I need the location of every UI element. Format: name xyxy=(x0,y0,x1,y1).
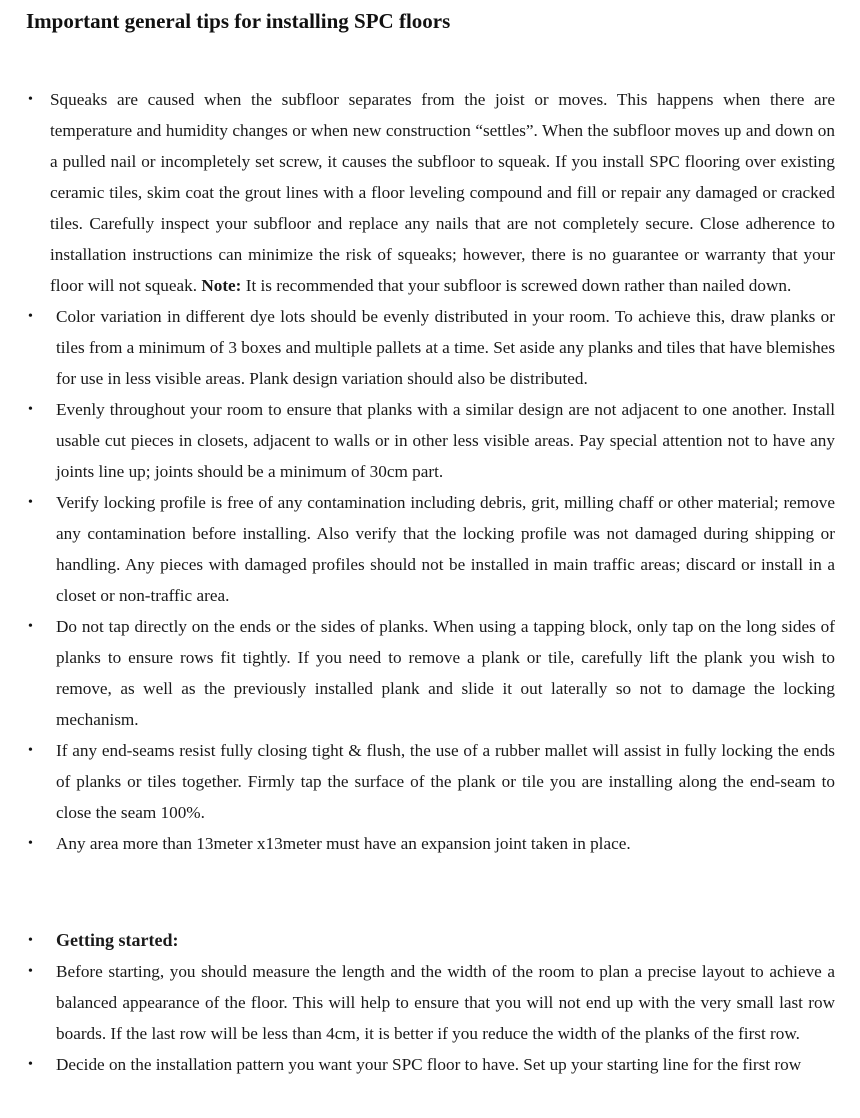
tip-text: Color variation in different dye lots should be evenly distributed in your room. To achieve this, draw planks or tiles from a minimum of 3 boxes and multiple pallets at a time. Set aside any planks and tiles that have blemishes for use in less visible areas. Plank design variation should also be distributed. xyxy=(56,307,836,388)
tip-text: Any area more than 13meter x13meter must have an expansion joint taken in place. xyxy=(56,834,631,853)
note-label: Note: xyxy=(201,276,242,295)
tip-text-after: It is recommended that your subfloor is screwed down rather than nailed down. xyxy=(241,276,792,295)
list-item xyxy=(0,394,860,487)
tip-text: If any end-seams resist fully closing tight & flush, the use of a rubber mallet will assist in fully locking the ends of planks or tiles together. Firmly tap the surface of the plank or tile you are installing along the end-seam to close the seam 100%. xyxy=(56,741,835,822)
tip-text: Do not tap directly on the ends or the sides of planks. When using a tapping block, only tap on the long sides of planks to ensure rows fit tightly. If you need to remove a plank or tile, carefully lift the plank you wish to remove, as well as the previously installed plank and slide it out laterally so not to damage the locking mechanism. xyxy=(56,617,835,729)
bullet-icon: • xyxy=(28,309,33,324)
list-item xyxy=(0,611,860,735)
bullet-icon: • xyxy=(28,1057,33,1072)
list-item xyxy=(0,956,860,1049)
document-title: Important general tips for installing SPC floors xyxy=(26,9,451,33)
bullet-icon: • xyxy=(28,743,33,758)
section-heading-item xyxy=(0,925,860,956)
bullet-icon: • xyxy=(28,402,33,417)
tip-text: Evenly throughout your room to ensure that planks with a similar design are not adjacent to one another. Install usable cut pieces in closets, adjacent to walls or in other less visible areas. Pay special attention not to have any joints line up; joints should be a minimum of 30cm part. xyxy=(56,400,835,481)
list-item xyxy=(0,735,860,828)
getting-started-text: Decide on the installation pattern you want your SPC floor to have. Set up your starting line for the first row xyxy=(56,1055,802,1074)
getting-started-list xyxy=(0,925,860,1080)
bullet-icon: • xyxy=(28,836,33,851)
tips-list xyxy=(0,84,860,859)
list-item xyxy=(0,487,860,611)
list-item xyxy=(0,301,860,394)
bullet-icon: • xyxy=(28,92,33,107)
tip-text: Verify locking profile is free of any contamination including debris, grit, milling chaff or other material; remove any contamination before installing. Also verify that the locking profile was not damaged during shipping or handling. Any pieces with damaged profiles should not be installed in main traffic areas; discard or install in a closet or non-traffic area. xyxy=(56,493,835,605)
list-item xyxy=(0,828,860,859)
getting-started-text: Before starting, you should measure the length and the width of the room to plan a precise layout to achieve a balanced appearance of the floor. This will help to ensure that you will not end up with the very small last row boards. If the last row will be less than 4cm, it is better if you reduce the width of the planks of the first row. xyxy=(56,962,835,1043)
tip-text xyxy=(50,84,835,301)
list-item xyxy=(0,1049,860,1080)
bullet-icon: • xyxy=(28,933,33,948)
bullet-icon: • xyxy=(28,495,33,510)
bullet-icon: • xyxy=(28,619,33,634)
bullet-icon: • xyxy=(28,964,33,979)
tip-text-before: Squeaks are caused when the subfloor separates from the joist or moves. This happens when there are temperature and humidity changes or when new construction “settles”. When the subfloor moves up and down on a pulled nail or incompletely set screw, it causes the subfloor to squeak. If you install SPC flooring over existing ceramic tiles, skim coat the grout lines with a floor leveling compound and fill or repair any damaged or cracked tiles. Carefully inspect your subfloor and replace any nails that are not completely secure. Close adherence to installation instructions can minimize the risk of squeaks; however, there is no guarantee or warranty that your floor will not squeak. xyxy=(50,90,835,295)
getting-started-heading: Getting started: xyxy=(56,930,179,950)
list-item xyxy=(0,84,860,301)
